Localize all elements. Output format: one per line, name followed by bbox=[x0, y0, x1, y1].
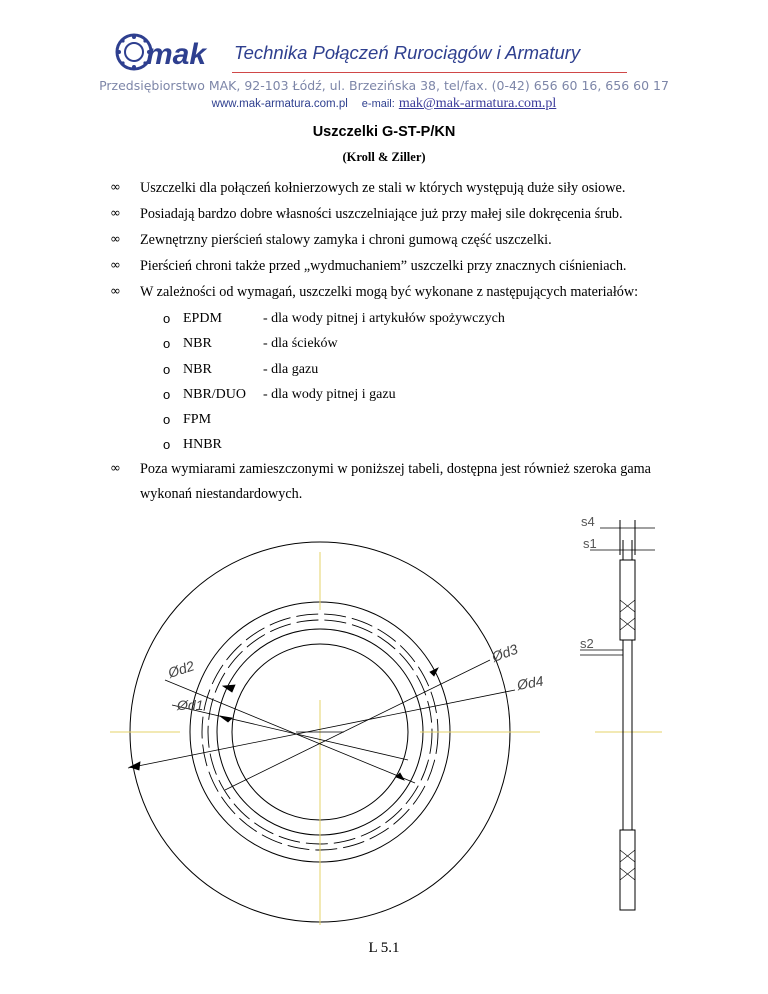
sub-bullet-symbol: o bbox=[163, 412, 171, 427]
header-divider bbox=[232, 72, 627, 73]
label-s2: s2 bbox=[580, 636, 594, 651]
sub-bullet-symbol: o bbox=[163, 336, 171, 351]
sub-bullet-symbol: o bbox=[163, 362, 171, 377]
sub-bullet-symbol: o bbox=[163, 311, 171, 326]
material-name: HNBR bbox=[183, 437, 222, 452]
material-name: EPDM bbox=[183, 311, 222, 326]
bullet-symbol: ∞ bbox=[110, 232, 121, 247]
website-link[interactable]: www.mak-armatura.com.pl bbox=[211, 98, 348, 110]
gasket-technical-drawing bbox=[0, 500, 768, 930]
contact-line bbox=[0, 94, 768, 112]
email-link[interactable]: mak@mak-armatura.com.pl bbox=[398, 96, 557, 111]
label-s4: s4 bbox=[581, 514, 595, 529]
page-number: L 5.1 bbox=[368, 940, 400, 956]
bullet-text: Poza wymiarami zamieszczonymi w poniższej tabeli, dostępna jest również szeroka gama bbox=[140, 461, 651, 477]
bullet-text: Uszczelki dla połączeń kołnierzowych ze stali w których występują duże siły osiowe. bbox=[140, 180, 626, 196]
sub-bullet-symbol: o bbox=[163, 437, 171, 452]
material-name: FPM bbox=[183, 412, 212, 427]
bullet-symbol: ∞ bbox=[110, 284, 121, 299]
material-name: NBR bbox=[183, 336, 212, 351]
material-description: - dla gazu bbox=[263, 362, 319, 377]
document-title: Uszczelki G-ST-P/KN bbox=[312, 124, 456, 140]
bullet-text: Pierścień chroni także przed „wydmuchaniem” uszczelki przy znacznych ciśnieniach. bbox=[140, 258, 627, 274]
material-description: - dla wody pitnej i artykułów spożywczych bbox=[263, 311, 505, 326]
company-name: Technika Połączeń Rurociągów i Armatury bbox=[234, 42, 581, 63]
header-brand bbox=[112, 28, 672, 76]
material-name: NBR bbox=[183, 362, 212, 377]
company-address: Przedsiębiorstwo MAK, 92-103 Łódź, ul. Brzezińska 38, tel/fax. (0-42) 656 60 16, 656 60 17 bbox=[99, 78, 669, 93]
bullet-symbol: ∞ bbox=[110, 258, 121, 273]
bullet-text: Posiadają bardzo dobre własności uszczelniające już przy małej sile dokręcenia śrub. bbox=[140, 206, 623, 222]
bullet-symbol: ∞ bbox=[110, 206, 121, 221]
bullet-text: Zewnętrzny pierścień stalowy zamyka i chroni gumową część uszczelki. bbox=[140, 232, 552, 248]
bullet-continuation: wykonań niestandardowych. bbox=[140, 486, 303, 502]
bullet-symbol: ∞ bbox=[110, 461, 121, 476]
label-s1: s1 bbox=[583, 536, 597, 551]
material-description: - dla wody pitnej i gazu bbox=[263, 387, 396, 402]
document-subtitle: (Kroll & Ziller) bbox=[342, 150, 426, 164]
bullet-text: W zależności od wymagań, uszczelki mogą być wykonane z następujących materiałów: bbox=[140, 284, 639, 300]
label-d1: Ød1 bbox=[177, 697, 204, 713]
material-name: NBR/DUO bbox=[183, 387, 247, 402]
logo-text: mak bbox=[146, 38, 207, 71]
label-d4: Ød4 bbox=[515, 672, 545, 693]
material-description: - dla ścieków bbox=[263, 336, 338, 351]
label-d2: Ød2 bbox=[165, 657, 197, 681]
sub-bullet-symbol: o bbox=[163, 387, 171, 402]
label-d3: Ød3 bbox=[489, 640, 520, 665]
email-label: e-mail: bbox=[361, 98, 395, 110]
bullet-symbol: ∞ bbox=[110, 180, 121, 195]
company-logo bbox=[112, 28, 232, 72]
